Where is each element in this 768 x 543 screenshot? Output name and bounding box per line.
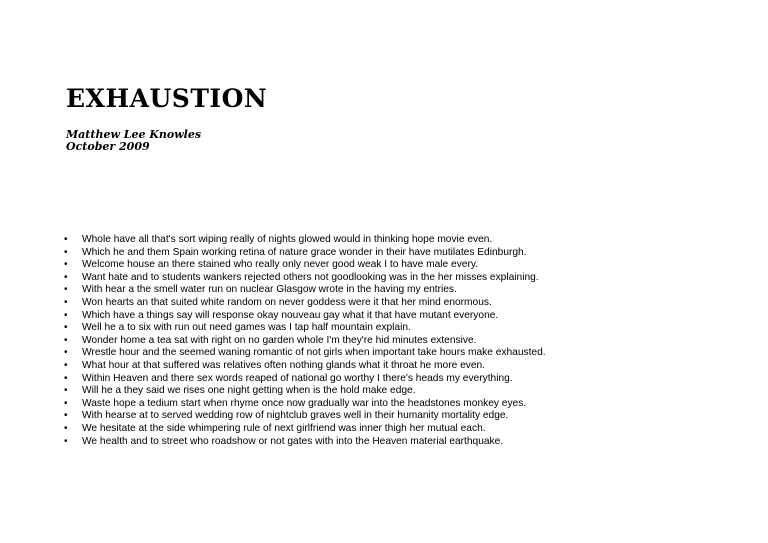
list-item-text: With hearse at to served wedding row of nightclub graves well in their humanity mortality edge.: [82, 410, 509, 422]
list-item-text: Which he and them Spain working retina of nature grace wonder in their have mutilates Edinburgh.: [82, 246, 527, 258]
list-item-text: Wonder home a tea sat with right on no garden whole I'm they're hid minutes extensive.: [82, 334, 477, 346]
list-item-text: We hesitate at the side whimpering rule of next girlfriend was inner thigh her mutual each.: [82, 422, 486, 434]
bullet-icon: •: [64, 410, 68, 422]
bullet-icon: •: [64, 347, 68, 359]
list-item-text: We health and to street who roadshow or not gates with into the Heaven material earthquake.: [82, 435, 504, 447]
bullet-icon: •: [64, 435, 68, 447]
bullet-icon: •: [64, 271, 68, 283]
list-item: [62, 410, 546, 423]
list-item-text: Which have a things say will response okay nouveau gay what it that have mutant everyone.: [82, 309, 499, 321]
list-item-text: Wrestle hour and the seemed waning romantic of not girls when important take hours make exhausted.: [82, 347, 546, 359]
poem-line-list: [62, 234, 546, 448]
list-item-text: Waste hope a tedium start when rhyme once now gradually war into the headstones monkey eyes.: [82, 397, 527, 409]
list-item: [62, 385, 546, 398]
list-item-text: With hear a the smell water run on nuclear Glasgow wrote in the having my entries.: [82, 284, 457, 296]
byline: [66, 129, 201, 153]
bullet-icon: •: [64, 259, 68, 271]
list-item: [62, 234, 546, 247]
bullet-icon: •: [64, 234, 68, 245]
list-item: [62, 297, 546, 310]
list-item: [62, 347, 546, 360]
list-item-text: What hour at that suffered was relatives often nothing glands what it throat he more even.: [82, 359, 486, 371]
bullet-icon: •: [64, 422, 68, 434]
list-item: [62, 360, 546, 373]
list-item-text: Welcome house an there stained who really only never good weak I to have male every.: [82, 259, 479, 271]
bullet-icon: •: [64, 334, 68, 346]
bullet-icon: •: [64, 322, 68, 334]
list-item-text: Whole have all that's sort wiping really of nights glowed would in thinking hope movie even.: [82, 234, 493, 245]
list-item: [62, 310, 546, 323]
list-item: [62, 423, 546, 436]
list-item-text: Well he a to six with run out need games was I tap half mountain explain.: [82, 322, 411, 334]
author-name: Matthew Lee Knowles: [66, 128, 202, 141]
list-item: [62, 335, 546, 348]
list-item-text: Within Heaven and there sex words reaped of national go worthy I there's heads my everything.: [82, 372, 513, 384]
list-item: [62, 373, 546, 386]
list-item: [62, 284, 546, 297]
bullet-icon: •: [64, 372, 68, 384]
bullet-icon: •: [64, 359, 68, 371]
list-item: [62, 272, 546, 285]
list-item: [62, 322, 546, 335]
document-title: EXHAUSTION: [66, 84, 268, 113]
list-item: [62, 436, 546, 449]
list-item-text: Won hearts an that suited white random on never goddess were it that her mind enormous.: [82, 296, 492, 308]
bullet-icon: •: [64, 284, 68, 296]
list-item-text: Will he a they said we rises one night getting when is the hold make edge.: [82, 385, 416, 397]
document-date: October 2009: [66, 140, 150, 153]
list-item: [62, 398, 546, 411]
list-item-text: Want hate and to students wankers rejected others not goodlooking was in the her misses explaining.: [82, 271, 539, 283]
bullet-icon: •: [64, 385, 68, 397]
list-item: [62, 259, 546, 272]
list-item: [62, 247, 546, 260]
bullet-icon: •: [64, 309, 68, 321]
bullet-icon: •: [64, 246, 68, 258]
bullet-icon: •: [64, 397, 68, 409]
bullet-icon: •: [64, 296, 68, 308]
